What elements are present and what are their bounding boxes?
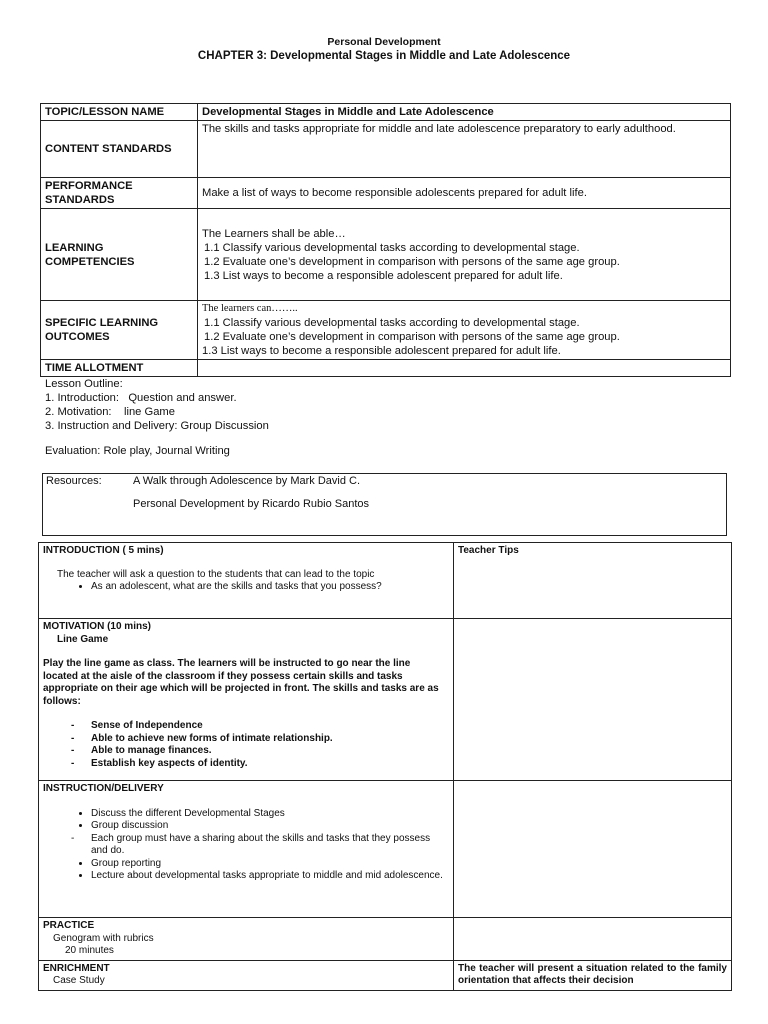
outcome-item: 1.2 Evaluate one’s development in comparison with persons of the same age group. xyxy=(204,331,620,343)
lesson-plan-table xyxy=(38,542,732,991)
practice-activity: Genogram with rubrics xyxy=(53,932,154,944)
motivation-tips-cell xyxy=(454,619,732,781)
skill-item: - Establish key aspects of identity. xyxy=(91,758,449,771)
instruction-item: - Each group must have a sharing about the skills and tasks that they possess and do. xyxy=(91,833,449,858)
enrichment-tip: The teacher will present a situation related to the family orientation that affects their decision xyxy=(458,962,727,986)
outcome-item: 1.1 Classify various developmental tasks according to developmental stage. xyxy=(204,317,580,329)
learning-outcomes-label: SPECIFIC LEARNING OUTCOMES xyxy=(41,301,198,360)
resources-label: Resources: xyxy=(46,475,102,487)
motivation-cell xyxy=(39,619,454,781)
instruction-title: INSTRUCTION/DELIVERY xyxy=(43,783,164,794)
resources-box xyxy=(42,473,727,536)
introduction-bullets xyxy=(43,581,449,594)
skill-item: - Able to achieve new forms of intimate relationship. xyxy=(91,733,449,746)
skill-item: - Able to manage finances. xyxy=(91,745,449,758)
instruction-item: • Group discussion xyxy=(91,820,449,833)
teacher-tips-label: Teacher Tips xyxy=(458,545,519,556)
document-subject: Personal Development xyxy=(327,36,441,48)
instruction-item: • Lecture about developmental tasks appropriate to middle and mid adolescence. xyxy=(91,870,449,883)
time-allotment-value xyxy=(198,360,731,377)
competency-item: 1.2 Evaluate one’s development in comparison with persons of the same age group. xyxy=(204,255,620,268)
instruction-item: • Group reporting xyxy=(91,858,449,871)
resource-item: A Walk through Adolescence by Mark David C. xyxy=(133,475,361,487)
topic-value: Developmental Stages in Middle and Late Adolescence xyxy=(198,104,731,121)
outline-item: 2. Motivation: line Game xyxy=(45,406,175,418)
learning-competencies-value xyxy=(198,209,731,301)
content-standards-value: The skills and tasks appropriate for middle and late adolescence preparatory to early adulthood. xyxy=(198,121,731,178)
outcome-item: 1.3 List ways to become a responsible adolescent prepared for adult life. xyxy=(202,345,561,357)
motivation-skills-list xyxy=(43,720,449,770)
enrichment-activity: Case Study xyxy=(53,975,105,986)
outline-item: 3. Instruction and Delivery: Group Discussion xyxy=(45,420,269,432)
lesson-outline xyxy=(45,377,269,433)
performance-standards-value: Make a list of ways to become responsible adolescents prepared for adult life. xyxy=(198,178,731,209)
enrichment-title: ENRICHMENT xyxy=(43,962,110,974)
motivation-subtitle: Line Game xyxy=(57,633,109,645)
outline-item: 1. Introduction: Question and answer. xyxy=(45,392,237,404)
competency-item: 1.1 Classify various developmental tasks according to developmental stage. xyxy=(204,241,580,254)
performance-standards-label: PERFORMANCE STANDARDS xyxy=(41,178,198,209)
time-allotment-label: TIME ALLOTMENT xyxy=(41,360,198,377)
enrichment-tips-cell xyxy=(454,960,732,990)
introduction-cell xyxy=(39,543,454,619)
topic-label: TOPIC/LESSON NAME xyxy=(41,104,198,121)
instruction-dash-list xyxy=(43,833,449,858)
skill-item: - Sense of Independence xyxy=(91,720,449,733)
lesson-outline-title: Lesson Outline: xyxy=(45,378,123,390)
learning-outcomes-value xyxy=(198,301,731,360)
competencies-intro: The Learners shall be able… xyxy=(202,227,346,240)
competencies-list xyxy=(202,241,726,283)
learning-competencies-label: LEARNING COMPETENCIES xyxy=(41,209,198,301)
chapter-title: CHAPTER 3: Developmental Stages in Middle and Late Adolescence xyxy=(197,50,571,62)
practice-cell xyxy=(39,918,454,961)
resource-item: Personal Development by Ricardo Rubio Santos xyxy=(133,498,370,510)
lesson-info-table xyxy=(40,103,731,377)
outcomes-intro: The learners can…….. xyxy=(202,303,298,314)
introduction-title: INTRODUCTION ( 5 mins) xyxy=(43,545,164,556)
motivation-title: MOTIVATION (10 mins) xyxy=(43,621,151,632)
motivation-text: Play the line game as class. The learners will be instructed to go near the line located at the aisle of the classroom if they possess certain skills and tasks appropriate on their age which will be projected in front. The skills and tasks are as follows: xyxy=(43,658,439,707)
instruction-list xyxy=(43,808,449,833)
instruction-tips-cell xyxy=(454,781,732,918)
competency-item: 1.3 List ways to become a responsible adolescent prepared for adult life. xyxy=(204,269,563,282)
evaluation-line: Evaluation: Role play, Journal Writing xyxy=(45,445,230,457)
content-standards-label: CONTENT STANDARDS xyxy=(41,121,198,178)
teacher-tips-cell xyxy=(454,543,732,619)
enrichment-cell xyxy=(39,960,454,990)
instruction-cell xyxy=(39,781,454,918)
practice-tips-cell xyxy=(454,918,732,961)
practice-duration: 20 minutes xyxy=(65,945,114,956)
outcomes-list xyxy=(202,316,726,358)
introduction-question: • As an adolescent, what are the skills and tasks that you possess? xyxy=(91,581,449,594)
instruction-item: • Discuss the different Developmental Stages xyxy=(91,808,449,821)
introduction-text: The teacher will ask a question to the students that can lead to the topic xyxy=(57,568,375,580)
practice-title: PRACTICE xyxy=(43,920,95,931)
instruction-list-2 xyxy=(43,858,449,883)
